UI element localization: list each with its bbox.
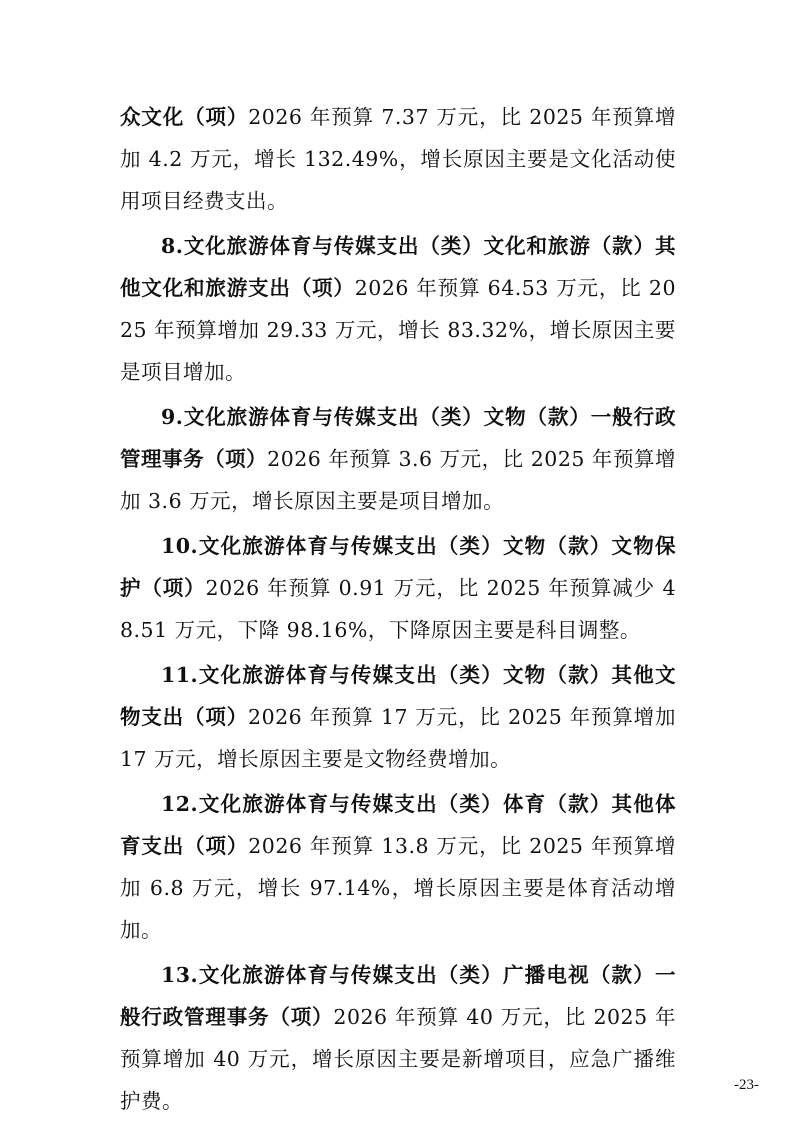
page-number: -23- [734, 1077, 759, 1093]
paragraph-text: 2026 年预算 0.91 万元，比 2025 年预算减少 48.51 万元，下降 98.16%，下降原因主要是科目调整。 [120, 576, 676, 642]
paragraph-text: 2026 年预算 40 万元，比 2025 年预算增加 40 万元，增长原因主要是新增项目，应急广播维护费。 [120, 1005, 676, 1113]
paragraph-8 [120, 225, 676, 393]
paragraph-text: 2026 年预算 7.37 万元，比 2025 年预算增加 4.2 万元，增长 132.49%，增长原因主要是文化活动使用项目经费支出。 [120, 105, 676, 213]
paragraph-11 [120, 654, 676, 780]
paragraph-text: 2026 年预算 3.6 万元，比 2025 年预算增加 3.6 万元，增长原因主要是项目增加。 [120, 447, 677, 513]
body-text [120, 96, 676, 1122]
paragraph-13 [120, 954, 676, 1122]
paragraph-heading: 10.文化旅游体育与传媒支出（类）文物（款）文物保护（项） [120, 534, 676, 600]
paragraph-9 [120, 396, 676, 522]
paragraph-text: 2026 年预算 64.53 万元，比 2025 年预算增加 29.33 万元，增长 83.32%，增长原因主要是项目增加。 [120, 276, 677, 384]
paragraph-heading: 众文化（项） [120, 105, 249, 129]
paragraph-text: 2026 年预算 17 万元，比 2025 年预算增加 17 万元，增长原因主要是文物经费增加。 [120, 705, 676, 771]
paragraph-1 [120, 96, 676, 222]
paragraph-text: 2026 年预算 13.8 万元，比 2025 年预算增加 6.8 万元，增长 97.14%，增长原因主要是体育活动增加。 [120, 834, 676, 942]
paragraph-heading: 9.文化旅游体育与传媒支出（类）文物（款）一般行政管理事务（项） [120, 405, 676, 471]
paragraph-10 [120, 525, 676, 651]
paragraph-heading: 11.文化旅游体育与传媒支出（类）文物（款）其他文物支出（项） [120, 663, 676, 729]
paragraph-heading: 8.文化旅游体育与传媒支出（类）文化和旅游（款）其他文化和旅游支出（项） [120, 234, 676, 300]
paragraph-heading: 13.文化旅游体育与传媒支出（类）广播电视（款）一般行政管理事务（项） [120, 963, 676, 1029]
paragraph-heading: 12.文化旅游体育与传媒支出（类）体育（款）其他体育支出（项） [120, 792, 676, 858]
paragraph-12 [120, 783, 676, 951]
